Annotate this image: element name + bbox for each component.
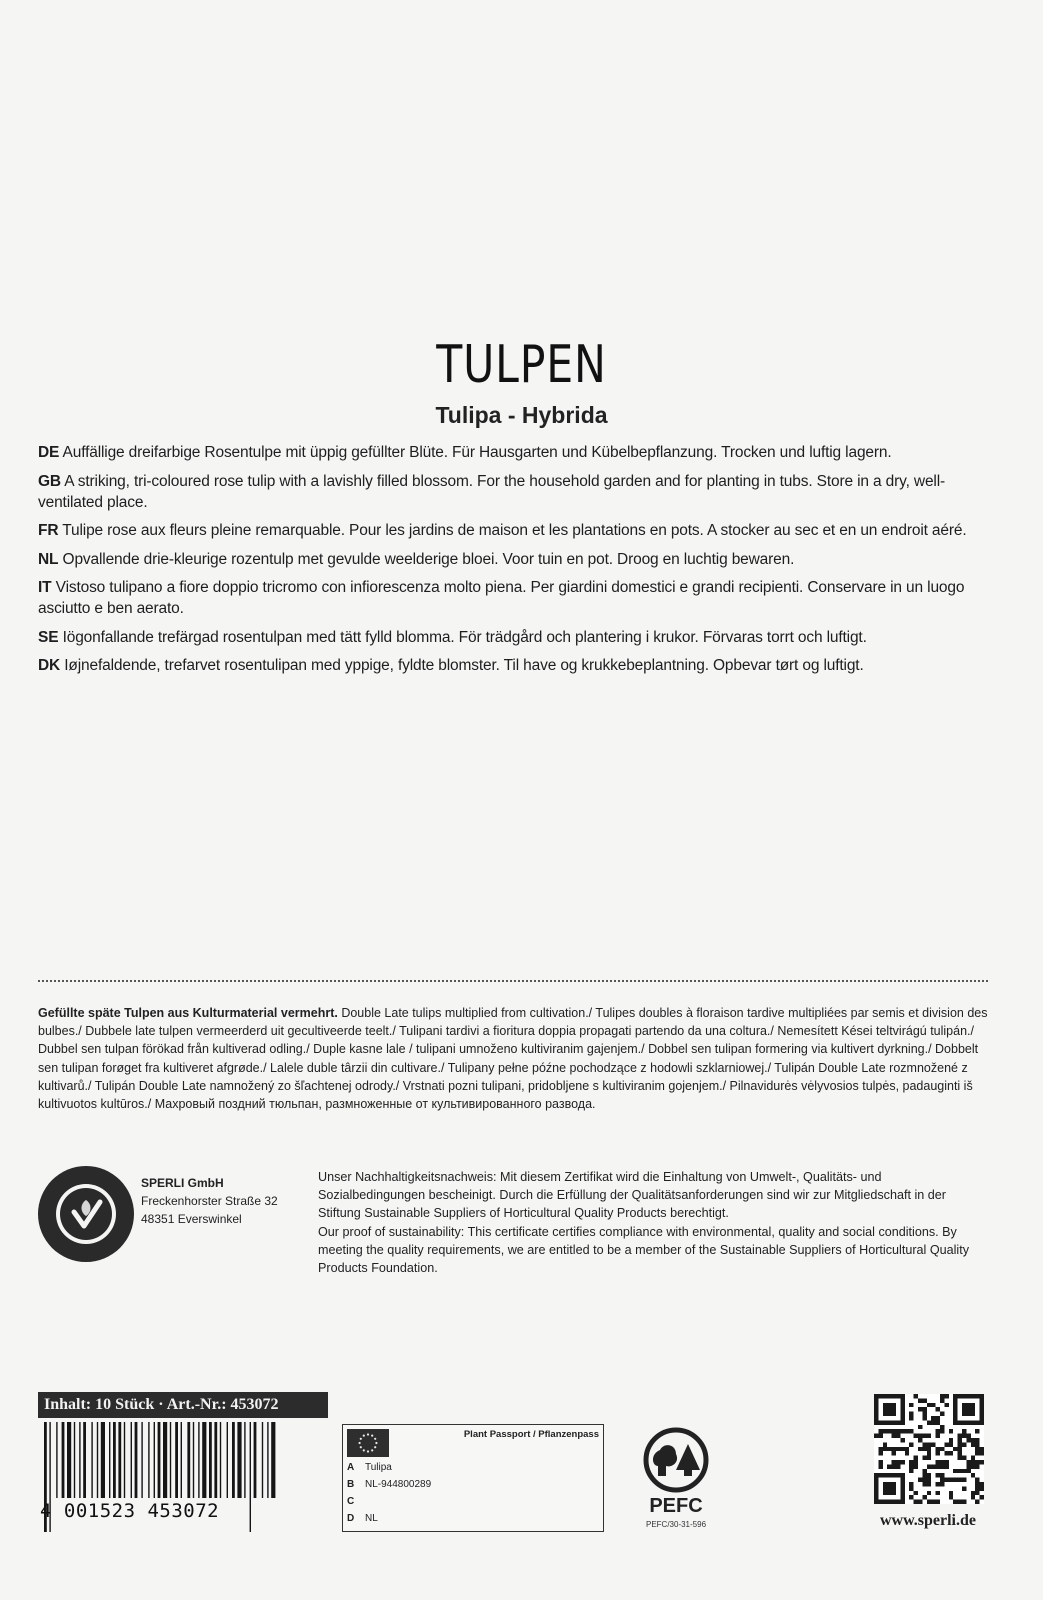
supplier-street: Freckenhorster Straße 32 [141,1194,278,1208]
pefc-label: PEFC [649,1495,703,1517]
passport-key: A [347,1462,355,1473]
sustainability-de: Unser Nachhaltigkeitsnachweis: Mit diesem Zertifikat wird die Einhaltung von Umwelt-, Qualitäts- und Sozialbedingungen bescheinigt. Durch die Erfüllung der Qualitätsanforderungen sind wir zur Mitgliedschaft in der Stiftung Sustainable Suppliers of Horticultural Quality Products berechtigt. [318,1170,946,1221]
description-text: Vistoso tulipano a fiore doppio tricromo con infiorescenza molto piena. Per giardini domestici e grandi recipienti. Conservare in un luogo asciutto e ben aerato. [38,579,965,617]
description-se [38,627,998,648]
product-subtitle: Tulipa - Hybrida [435,402,608,428]
content-article-label: Inhalt: 10 Stück · Art.-Nr.: 453072 [38,1392,328,1418]
origin-lead: Gefüllte späte Tulpen aus Kulturmaterial vermehrt. [38,1006,338,1020]
passport-value: Tulipa [365,1462,392,1473]
product-title: TULPEN [436,335,607,395]
qr-code [874,1394,984,1504]
origin-statement [38,1004,988,1113]
description-gb [38,471,998,513]
lang-code: IT [38,579,52,596]
description-text: Iøjnefaldende, trefarvet rosentulipan med yppige, fyldte blomster. Til have og krukkebeplantning. Opbevar tørt og luftigt. [64,657,864,674]
passport-row [347,1510,597,1527]
sustainability-en: Our proof of sustainability: This certificate certifies compliance with environmental, quality and social conditions. By meeting the quality requirements, we are entitled to be a member of the Sustainable Suppliers of Horticultural Quality Products Foundation. [318,1224,970,1276]
passport-key: B [347,1479,355,1490]
description-de [38,442,998,463]
lang-code: FR [38,522,59,539]
dotted-divider [38,980,988,982]
passport-value: NL-944800289 [365,1479,432,1490]
passport-row [347,1459,597,1476]
eu-flag-icon [347,1429,389,1457]
description-it [38,577,998,619]
description-text: Iögonfallande trefärgad rosentulpan med tätt fylld blomma. För trädgård och plantering i krukor. Förvaras torrt och luftigt. [62,628,867,646]
description-fr [38,520,998,541]
sustainability-statement [318,1168,988,1277]
supplier-name: SPERLI GmbH [141,1176,224,1190]
description-text: Opvallende drie-kleurige rozentulp met gevulde weelderige bloei. Voor tuin en pot. Droog en luchtig bewaren. [62,550,795,568]
supplier-city: 48351 Everswinkel [141,1212,242,1226]
sustainable-supplier-logo [36,1164,136,1264]
lang-code: NL [38,550,59,568]
lang-code: GB [38,472,61,490]
description-dk [38,655,998,676]
lang-code: DK [38,657,61,674]
passport-row [347,1476,597,1493]
description-text: Tulipe rose aux fleurs pleine remarquable. Pour les jardins de maison et les plantations en pots. A stocker au sec et en un endroit aéré. [62,522,967,539]
pefc-code: PEFC/30-31-596 [645,1520,707,1529]
passport-value: NL [365,1513,378,1524]
lang-code: DE [38,444,60,461]
passport-title: Plant Passport / Pflanzenpass [463,1429,599,1440]
description-nl [38,549,998,570]
website-url: www.sperli.de [880,1512,976,1529]
description-text: Auffällige dreifarbige Rosentulpe mit üppig gefüllter Blüte. Für Hausgarten und Kübelbepflanzung. Trocken und luftig lagern. [62,444,892,461]
description-list [38,442,998,684]
passport-row [347,1493,597,1510]
passport-key: D [347,1513,355,1524]
passport-rows [347,1459,597,1527]
passport-key: C [347,1496,355,1507]
description-text: A striking, tri-coloured rose tulip with a lavishly filled blossom. For the household garden and for planting in tubs. Store in a dry, well-ventilated place. [38,472,946,511]
supplier-address [141,1174,278,1228]
lang-code: SE [38,628,59,646]
pefc-logo [628,1426,724,1531]
plant-passport [342,1424,604,1532]
barcode-digits: 4 001523 453072 [40,1500,220,1522]
origin-text: Double Late tulips multiplied from cultivation./ Tulipes doubles à floraison tardive multipliées par semis et division des bulbes./ Dubbele late tulpen vermeerderd uit gecultiveerde teelt./ Tulipani tardivi a fioritura doppia propagati partendo da una coltura./ Nemesített Kései teltvirágú tulipán./ Dubbel sen tulpan förökad från kultiverad odling./ Duple kasne lale / tulipani umnoženo kultiviranim gajenjem./ Dobbel sen tulipan formering via kultivert dyrkning./ Dobbelt sen tulipan forøget fra kultiveret afgrøde./ Lalele duble târzii din cultivare./ Tulipany pełne późne pochodzące z hodowli szklarniowej./ Tulipán Double Late rozmnožené z kultivarů./ Tulipán Double Late namnožený zo šľachtenej odrody./ Vrstnati pozni tulipani, pridobljene s kultiviranim gojenjem./ Pilnavidurės vėlyvosios tulpės, padauginti iš kultivuotos kultūros./ Махровый поздний тюльпан, размноженные от культивированного развода. [38,1006,988,1112]
